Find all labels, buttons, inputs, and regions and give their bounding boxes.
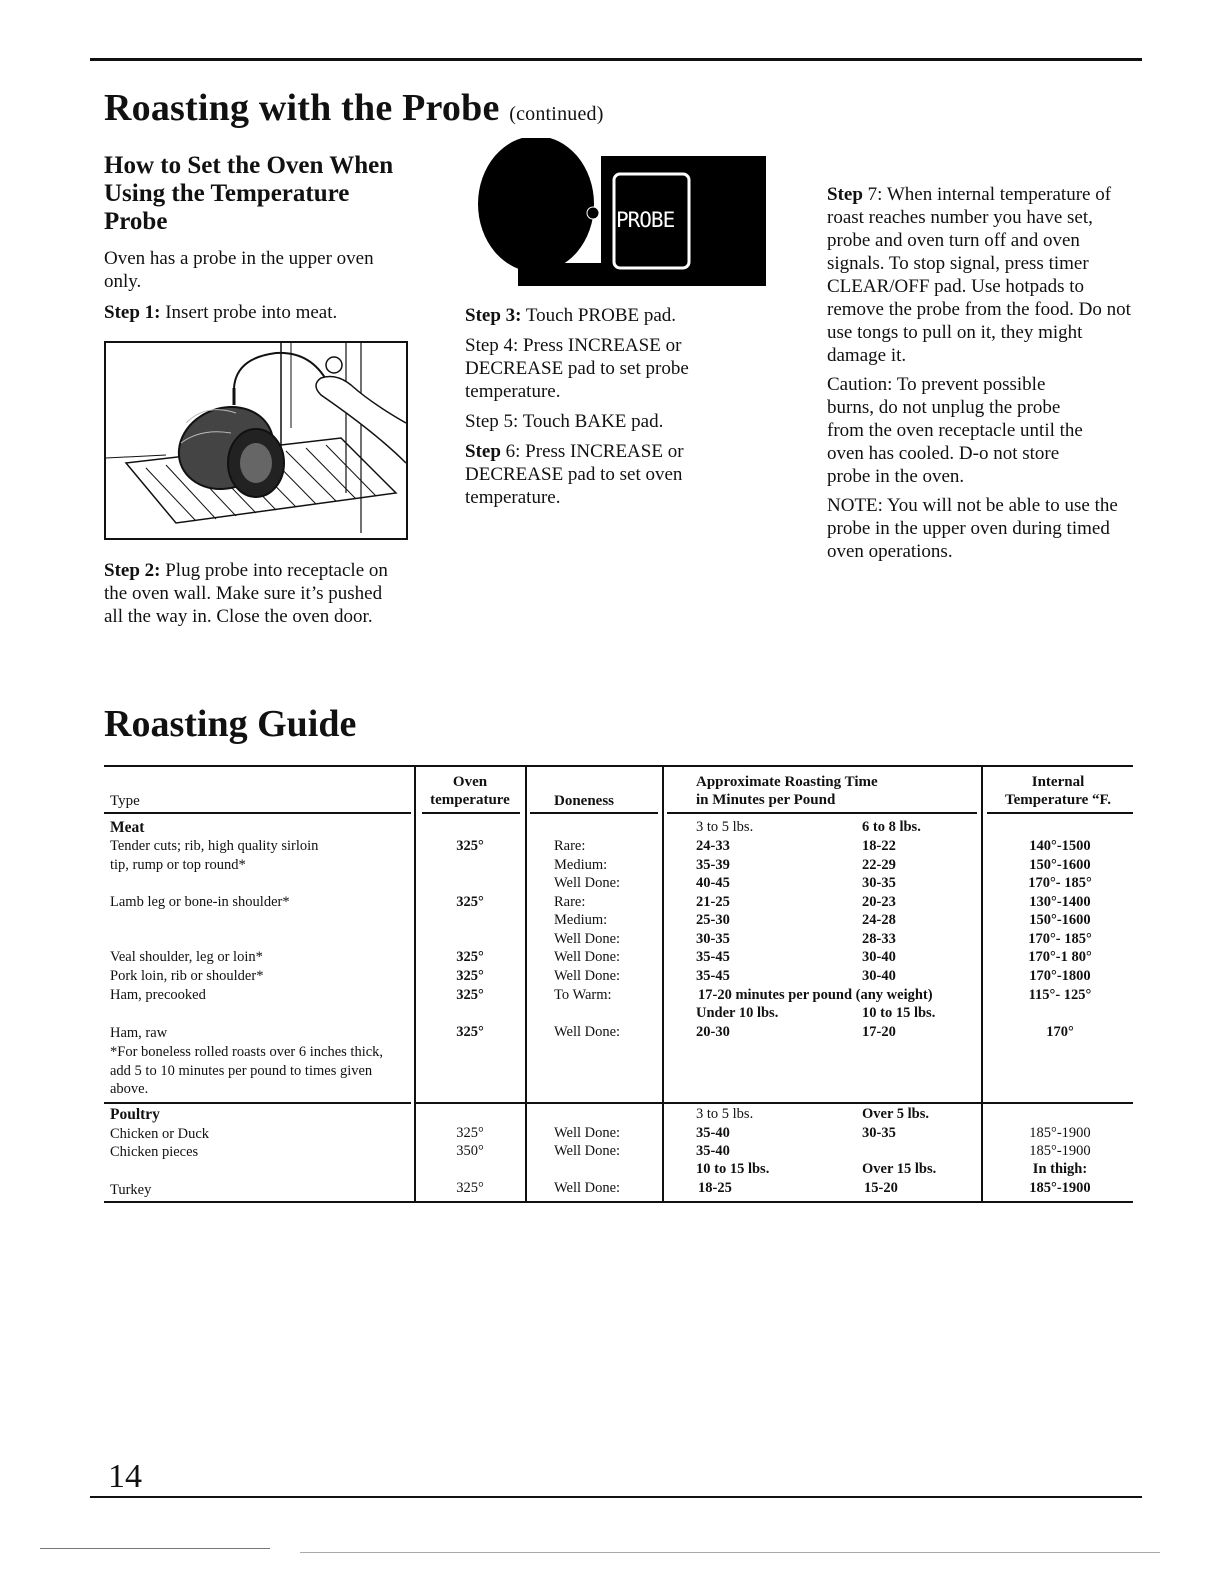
table-cell-internal: 170°	[1046, 1024, 1074, 1040]
table-cell-internal: 170°- 185°	[1028, 931, 1092, 947]
header-internal-1: Internal	[1031, 774, 1085, 790]
table-row: Veal shoulder, leg or loin*	[110, 949, 263, 965]
meat-weight-a: 3 to 5 lbs.	[696, 819, 754, 835]
table-cell-doneness: Well Done:	[554, 1180, 621, 1196]
table-row: tip, rump or top round*	[110, 857, 246, 873]
table-cell-doneness: Well Done:	[554, 931, 621, 947]
header-underline-done	[530, 812, 658, 814]
table-cell-time-a: 35-39	[696, 857, 730, 873]
table-row: Chicken or Duck	[110, 1126, 210, 1142]
probe-pad-illustration	[466, 138, 766, 286]
table-cell-time-a: 35-45	[696, 949, 730, 965]
table-cell-internal: 140°-1500	[1029, 838, 1091, 854]
poultry-weight-a: 3 to 5 lbs.	[696, 1106, 754, 1122]
probe-insert-illustration	[104, 341, 408, 540]
table-cell-time-b: 24-28	[862, 912, 896, 928]
table-row: Ham, raw	[110, 1025, 168, 1041]
table-cell-time-a: 40-45	[696, 875, 730, 891]
turkey-internal-label: In thigh:	[1032, 1161, 1088, 1177]
scan-artifact-line	[40, 1548, 270, 1549]
col-divider-4	[981, 767, 983, 1203]
header-underline-internal	[987, 812, 1133, 814]
table-top-rule	[104, 765, 1133, 767]
roasting-guide-title: Roasting Guide	[104, 703, 357, 745]
turkey-weight-a: 10 to 15 lbs.	[696, 1161, 770, 1177]
section-label-poultry: Poultry	[110, 1106, 160, 1123]
step-5: Step 5: Touch BAKE pad.	[465, 411, 664, 432]
table-cell-internal: 130°-1400	[1029, 894, 1091, 910]
table-cell-internal: 170°-1800	[1029, 968, 1091, 984]
table-cell-time-b: 28-33	[862, 931, 896, 947]
probe-display-text: PROBE	[616, 208, 675, 232]
table-cell-doneness: To Warm:	[554, 987, 612, 1003]
table-cell-internal: 150°-1600	[1029, 857, 1091, 873]
table-cell-doneness: Medium:	[554, 912, 608, 928]
table-cell-time-b: 20-23	[862, 894, 896, 910]
section-subheading: How to Set the Oven When Using the Temperature Probe	[104, 152, 394, 235]
table-cell-time-a: 18-25	[698, 1180, 732, 1196]
table-cell-oven: 325°	[456, 894, 484, 910]
table-cell-oven: 350°	[456, 1143, 484, 1159]
table-cell-time-b: 30-40	[862, 968, 896, 984]
title-suffix: (continued)	[509, 103, 604, 125]
table-cell-internal: 185°-1900	[1029, 1125, 1091, 1141]
table-row: Chicken pieces	[110, 1144, 199, 1160]
meat-footnote: *For boneless rolled roasts over 6 inches thick, add 5 to 10 minutes per pound to times given above.	[110, 1044, 384, 1097]
table-cell-time-a: 21-25	[696, 894, 730, 910]
table-cell-oven: 325°	[456, 838, 484, 854]
table-cell-time-b: 17-20	[862, 1024, 896, 1040]
table-cell-time-a: 25-30	[696, 912, 730, 928]
poultry-divider	[104, 1102, 411, 1104]
table-cell-oven: 325°	[456, 987, 484, 1003]
bottom-rule	[90, 1496, 1142, 1498]
caution-text: Caution: To prevent possible burns, do not unplug the probe from the oven receptacle until the oven has cooled. D-o not store probe in the oven.	[827, 374, 1083, 487]
table-cell-time-a: 35-45	[696, 968, 730, 984]
section-label-meat: Meat	[110, 819, 145, 836]
table-cell-time-a: 35-40	[696, 1125, 730, 1141]
table-row: Turkey	[110, 1182, 152, 1198]
poultry-divider-right	[416, 1102, 1133, 1104]
table-cell-internal: 115°- 125°	[1028, 987, 1092, 1003]
table-cell-oven: 325°	[456, 1180, 484, 1196]
table-cell-oven: 325°	[456, 949, 484, 965]
ham-precooked-time: 17-20 minutes per pound (any weight)	[698, 987, 933, 1003]
page-title: Roasting with the Probe (continued)	[104, 87, 604, 129]
table-row: Lamb leg or bone-in shoulder*	[110, 894, 290, 910]
table-cell-time-b: 30-35	[862, 1125, 896, 1141]
step-7: Step 7: When internal temperature of roast reaches number you have set, probe and oven turn off and oven signals. To stop signal, press timer CLEAR/OFF pad. Use hotpads to remove the probe from the food. Do not use tongs to pull on it, they might damage it.	[827, 184, 1131, 366]
table-cell-internal: 185°-1900	[1029, 1143, 1091, 1159]
table-cell-time-b: 18-22	[862, 838, 896, 854]
header-time-1: Approximate Roasting Time	[696, 774, 878, 790]
step-4: Step 4: Press INCREASE or DECREASE pad to set probe temperature.	[465, 335, 689, 402]
table-cell-time-b: 15-20	[864, 1180, 898, 1196]
ham-raw-weight-a: Under 10 lbs.	[696, 1005, 779, 1021]
table-cell-time-a: 30-35	[696, 931, 730, 947]
col-divider-3	[662, 767, 664, 1203]
table-cell-doneness: Well Done:	[554, 949, 621, 965]
header-underline-time	[667, 812, 977, 814]
table-cell-doneness: Well Done:	[554, 1024, 621, 1040]
step-6: Step 6: Press INCREASE or DECREASE pad to set oven temperature.	[465, 441, 684, 508]
header-underline-type	[104, 812, 411, 814]
table-cell-internal: 170°-1 80°	[1028, 949, 1092, 965]
table-row: Pork loin, rib or shoulder*	[110, 968, 264, 984]
table-bottom-rule	[104, 1201, 1133, 1203]
col-divider-2	[525, 767, 527, 1203]
table-cell-internal: 150°-1600	[1029, 912, 1091, 928]
header-doneness: Doneness	[554, 793, 615, 809]
table-row: Ham, precooked	[110, 987, 206, 1003]
table-cell-time-a: 20-30	[696, 1024, 730, 1040]
ham-raw-weight-b: 10 to 15 lbs.	[862, 1005, 936, 1021]
table-cell-time-b: 30-40	[862, 949, 896, 965]
header-time-2: in Minutes per Pound	[696, 792, 836, 808]
table-cell-doneness: Well Done:	[554, 1125, 621, 1141]
table-cell-internal: 170°- 185°	[1028, 875, 1092, 891]
table-cell-internal: 185°-1900	[1029, 1180, 1091, 1196]
table-cell-doneness: Medium:	[554, 857, 608, 873]
poultry-weight-b: Over 5 lbs.	[862, 1106, 929, 1122]
table-cell-doneness: Rare:	[554, 838, 586, 854]
note-text: NOTE: You will not be able to use the probe in the upper oven during timed oven operations.	[827, 495, 1118, 562]
step-2: Step 2: Plug probe into receptacle on the oven wall. Make sure it’s pushed all the way in. Close the oven door.	[104, 560, 388, 627]
intro-text: Oven has a probe in the upper oven only.	[104, 248, 374, 292]
table-cell-doneness: Well Done:	[554, 875, 621, 891]
table-cell-oven: 325°	[456, 968, 484, 984]
page-number: 14	[108, 1458, 142, 1495]
table-cell-time-a: 24-33	[696, 838, 730, 854]
table-cell-doneness: Well Done:	[554, 968, 621, 984]
header-internal-2: Temperature “F.	[1004, 792, 1112, 808]
header-oven-2: temperature	[430, 792, 510, 808]
scan-artifact-line-2	[300, 1552, 1160, 1553]
table-cell-time-b: 22-29	[862, 857, 896, 873]
table-cell-time-b: 30-35	[862, 875, 896, 891]
step-1: Step 1: Insert probe into meat.	[104, 302, 338, 323]
col-divider-1	[414, 767, 416, 1203]
header-oven-1: Oven	[452, 774, 488, 790]
table-row: Tender cuts; rib, high quality sirloin	[110, 838, 319, 854]
table-cell-doneness: Well Done:	[554, 1143, 621, 1159]
table-cell-oven: 325°	[456, 1125, 484, 1141]
top-rule	[90, 58, 1142, 61]
table-cell-doneness: Rare:	[554, 894, 586, 910]
meat-weight-b: 6 to 8 lbs.	[862, 819, 921, 835]
turkey-weight-b: Over 15 lbs.	[862, 1161, 937, 1177]
header-type: Type	[110, 793, 140, 809]
step-3: Step 3: Touch PROBE pad.	[465, 305, 677, 326]
header-underline-oven	[422, 812, 520, 814]
table-cell-oven: 325°	[456, 1024, 484, 1040]
table-cell-time-a: 35-40	[696, 1143, 730, 1159]
